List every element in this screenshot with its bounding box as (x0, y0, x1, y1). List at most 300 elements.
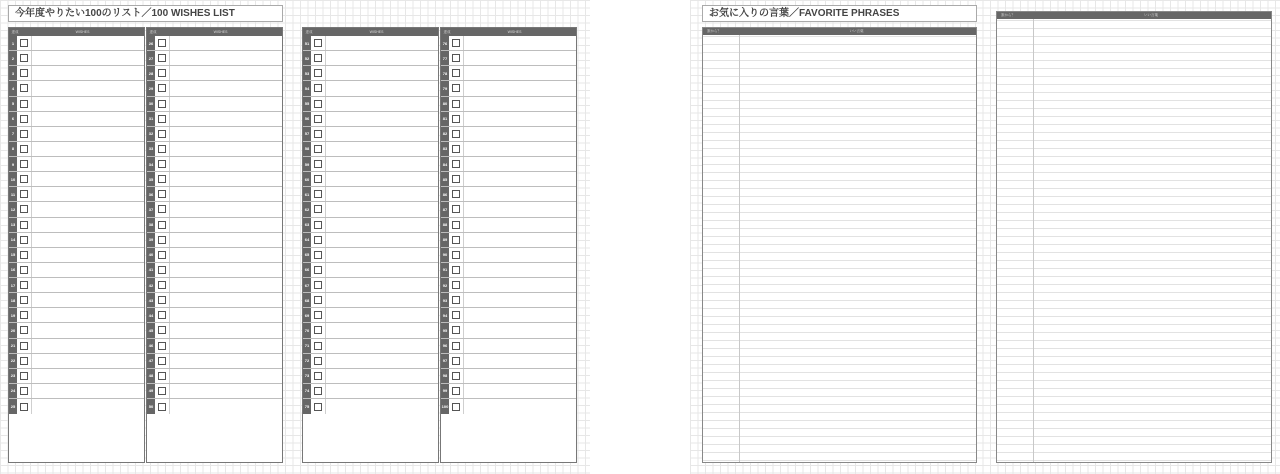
wish-checkbox[interactable] (314, 281, 322, 289)
wish-entry-field[interactable] (169, 142, 282, 156)
wish-checkbox[interactable] (314, 84, 322, 92)
wish-checkbox[interactable] (158, 84, 166, 92)
wish-checkbox[interactable] (20, 39, 28, 47)
wish-checkbox[interactable] (452, 266, 460, 274)
wish-number: 84 (441, 157, 449, 171)
wish-checkbox[interactable] (20, 326, 28, 334)
wish-number: 67 (303, 278, 311, 292)
wish-checkbox[interactable] (158, 403, 166, 411)
wish-entry-field[interactable] (463, 323, 576, 337)
wish-number: 62 (303, 202, 311, 216)
wish-checkbox[interactable] (452, 69, 460, 77)
from-header: 誰から？ (1001, 13, 1015, 17)
check-cell (155, 384, 169, 398)
wish-entry-field[interactable] (169, 202, 282, 216)
wish-row (441, 278, 576, 293)
wish-entry-field[interactable] (169, 81, 282, 95)
wish-checkbox[interactable] (314, 251, 322, 259)
wish-checkbox[interactable] (20, 100, 28, 108)
wish-row (147, 97, 282, 112)
wish-entry-field[interactable] (325, 66, 438, 80)
wish-entry-field[interactable] (325, 278, 438, 292)
wish-number: 43 (147, 293, 155, 307)
wish-entry-field[interactable] (31, 51, 144, 65)
wish-checkbox[interactable] (158, 342, 166, 350)
wish-checkbox[interactable] (20, 342, 28, 350)
check-cell (155, 308, 169, 322)
wish-entry-field[interactable] (31, 112, 144, 126)
wish-checkbox[interactable] (20, 357, 28, 365)
check-cell (17, 187, 31, 201)
wish-entry-field[interactable] (31, 202, 144, 216)
wish-entry-field[interactable] (169, 97, 282, 111)
wish-checkbox[interactable] (20, 296, 28, 304)
wish-entry-field[interactable] (325, 202, 438, 216)
wish-checkbox[interactable] (452, 130, 460, 138)
wish-entry-field[interactable] (169, 384, 282, 398)
wish-checkbox[interactable] (452, 100, 460, 108)
wish-checkbox[interactable] (452, 145, 460, 153)
wish-checkbox[interactable] (20, 115, 28, 123)
wish-entry-field[interactable] (169, 36, 282, 50)
check-cell (155, 142, 169, 156)
wish-checkbox[interactable] (452, 311, 460, 319)
wish-entry-field[interactable] (463, 172, 576, 186)
wish-entry-field[interactable] (325, 384, 438, 398)
wish-number: 25 (9, 399, 17, 414)
wish-number: 39 (147, 233, 155, 247)
wish-checkbox[interactable] (314, 115, 322, 123)
wish-entry-field[interactable] (31, 308, 144, 322)
phrase-panel-right (996, 11, 1272, 463)
wish-entry-field[interactable] (169, 218, 282, 232)
wish-entry-field[interactable] (325, 323, 438, 337)
wish-entry-field[interactable] (31, 81, 144, 95)
wish-entry-field[interactable] (31, 354, 144, 368)
wish-entry-field[interactable] (463, 187, 576, 201)
wish-entry-field[interactable] (325, 354, 438, 368)
wish-checkbox[interactable] (20, 266, 28, 274)
wish-entry-field[interactable] (169, 66, 282, 80)
wish-entry-field[interactable] (31, 399, 144, 414)
wish-entry-field[interactable] (325, 142, 438, 156)
wish-entry-field[interactable] (169, 127, 282, 141)
check-cell (311, 81, 325, 95)
wish-entry-field[interactable] (325, 369, 438, 383)
wish-row (147, 248, 282, 263)
wish-row (303, 399, 438, 414)
wish-entry-field[interactable] (325, 112, 438, 126)
check-cell (449, 127, 463, 141)
wish-checkbox[interactable] (158, 221, 166, 229)
wish-row (303, 51, 438, 66)
wish-checkbox[interactable] (20, 372, 28, 380)
wish-row (9, 293, 144, 308)
wish-header: WISHES (507, 30, 522, 34)
check-cell (311, 323, 325, 337)
wish-number: 29 (147, 81, 155, 95)
wish-number: 24 (9, 384, 17, 398)
wish-number: 47 (147, 354, 155, 368)
wish-checkbox[interactable] (452, 403, 460, 411)
wish-checkbox[interactable] (158, 296, 166, 304)
wish-entry-field[interactable] (463, 142, 576, 156)
wish-entry-field[interactable] (463, 127, 576, 141)
wish-entry-field[interactable] (325, 81, 438, 95)
wish-checkbox[interactable] (158, 326, 166, 334)
wish-entry-field[interactable] (31, 369, 144, 383)
wish-entry-field[interactable] (169, 172, 282, 186)
wish-entry-field[interactable] (31, 97, 144, 111)
wish-checkbox[interactable] (314, 403, 322, 411)
wish-checkbox[interactable] (314, 311, 322, 319)
wish-header: WISHES (213, 30, 228, 34)
wish-entry-field[interactable] (169, 187, 282, 201)
wish-entry-field[interactable] (31, 323, 144, 337)
wish-row (441, 399, 576, 414)
wish-checkbox[interactable] (158, 160, 166, 168)
wish-checkbox[interactable] (158, 205, 166, 213)
wish-entry-field[interactable] (169, 248, 282, 262)
wish-checkbox[interactable] (158, 115, 166, 123)
wish-number: 14 (9, 233, 17, 247)
wish-number: 77 (441, 51, 449, 65)
wish-entry-field[interactable] (463, 233, 576, 247)
wish-row (303, 248, 438, 263)
wish-row (303, 323, 438, 338)
wish-entry-field[interactable] (169, 263, 282, 277)
check-cell (311, 354, 325, 368)
wish-checkbox[interactable] (20, 130, 28, 138)
wish-checkbox[interactable] (20, 145, 28, 153)
wish-checkbox[interactable] (158, 372, 166, 380)
wish-entry-field[interactable] (169, 112, 282, 126)
check-header: 達成 (305, 29, 313, 34)
wish-checkbox[interactable] (314, 205, 322, 213)
wish-entry-field[interactable] (325, 233, 438, 247)
wish-checkbox[interactable] (158, 357, 166, 365)
wish-row (147, 218, 282, 233)
check-cell (311, 233, 325, 247)
check-cell (311, 97, 325, 111)
wish-checkbox[interactable] (314, 160, 322, 168)
wish-checkbox[interactable] (20, 236, 28, 244)
wish-row (147, 369, 282, 384)
wish-entry-field[interactable] (169, 369, 282, 383)
wish-row (303, 233, 438, 248)
wish-checkbox[interactable] (452, 115, 460, 123)
wish-entry-field[interactable] (31, 187, 144, 201)
wish-checkbox[interactable] (20, 403, 28, 411)
wish-checkbox[interactable] (314, 342, 322, 350)
wish-checkbox[interactable] (314, 296, 322, 304)
wish-checkbox[interactable] (20, 175, 28, 183)
wish-entry-field[interactable] (463, 399, 576, 414)
wish-checkbox[interactable] (20, 54, 28, 62)
wish-entry-field[interactable] (463, 66, 576, 80)
wish-number: 15 (9, 248, 17, 262)
wish-checkbox[interactable] (158, 69, 166, 77)
wish-checkbox[interactable] (314, 39, 322, 47)
check-cell (155, 354, 169, 368)
wish-checkbox[interactable] (314, 100, 322, 108)
wish-number: 73 (303, 369, 311, 383)
wish-entry-field[interactable] (463, 248, 576, 262)
wish-checkbox[interactable] (158, 387, 166, 395)
wish-checkbox[interactable] (452, 221, 460, 229)
wish-row (303, 278, 438, 293)
wish-checkbox[interactable] (158, 251, 166, 259)
wish-entry-field[interactable] (463, 369, 576, 383)
wish-checkbox[interactable] (452, 84, 460, 92)
wish-number: 2 (9, 51, 17, 65)
check-cell (155, 399, 169, 414)
wish-entry-field[interactable] (31, 36, 144, 50)
wish-row (147, 187, 282, 202)
check-cell (17, 97, 31, 111)
wish-entry-field[interactable] (169, 339, 282, 353)
wish-number: 70 (303, 323, 311, 337)
wish-entry-field[interactable] (463, 81, 576, 95)
wish-entry-field[interactable] (31, 218, 144, 232)
wish-checkbox[interactable] (314, 69, 322, 77)
wish-number: 76 (441, 36, 449, 50)
wish-number: 81 (441, 112, 449, 126)
wish-entry-field[interactable] (325, 51, 438, 65)
wish-entry-field[interactable] (325, 172, 438, 186)
wish-checkbox[interactable] (452, 372, 460, 380)
wish-entry-field[interactable] (31, 278, 144, 292)
wish-entry-field[interactable] (463, 339, 576, 353)
check-cell (17, 248, 31, 262)
wish-entry-field[interactable] (325, 399, 438, 414)
wish-entry-field[interactable] (463, 293, 576, 307)
wish-entry-field[interactable] (463, 263, 576, 277)
wish-entry-field[interactable] (463, 157, 576, 171)
wish-checkbox[interactable] (452, 236, 460, 244)
wish-checkbox[interactable] (452, 39, 460, 47)
wish-entry-field[interactable] (325, 157, 438, 171)
wish-checkbox[interactable] (452, 251, 460, 259)
wish-number: 91 (441, 263, 449, 277)
wish-row (9, 51, 144, 66)
phrase-divider (1033, 19, 1034, 462)
wish-checkbox[interactable] (20, 311, 28, 319)
wish-entry-field[interactable] (463, 384, 576, 398)
wish-entry-field[interactable] (169, 323, 282, 337)
wish-checkbox[interactable] (314, 190, 322, 198)
wish-row (441, 308, 576, 323)
wish-checkbox[interactable] (20, 251, 28, 259)
wish-entry-field[interactable] (463, 202, 576, 216)
wish-entry-field[interactable] (325, 293, 438, 307)
wish-number: 80 (441, 97, 449, 111)
wish-checkbox[interactable] (314, 54, 322, 62)
wish-entry-field[interactable] (325, 339, 438, 353)
wish-entry-field[interactable] (31, 233, 144, 247)
wish-entry-field[interactable] (463, 218, 576, 232)
wish-number: 63 (303, 218, 311, 232)
wish-column-3 (302, 27, 439, 463)
wish-checkbox[interactable] (20, 84, 28, 92)
wish-checkbox[interactable] (158, 266, 166, 274)
wish-checkbox[interactable] (452, 175, 460, 183)
check-cell (311, 384, 325, 398)
wish-entry-field[interactable] (169, 233, 282, 247)
check-cell (17, 66, 31, 80)
wish-entry-field[interactable] (325, 248, 438, 262)
wish-entry-field[interactable] (31, 66, 144, 80)
wish-row (303, 339, 438, 354)
wish-row (441, 263, 576, 278)
wish-entry-field[interactable] (169, 278, 282, 292)
wish-entry-field[interactable] (31, 293, 144, 307)
wish-checkbox[interactable] (20, 69, 28, 77)
wish-number: 71 (303, 339, 311, 353)
wish-number: 78 (441, 66, 449, 80)
wish-row (147, 339, 282, 354)
wish-checkbox[interactable] (20, 190, 28, 198)
wish-number: 44 (147, 308, 155, 322)
wish-entry-field[interactable] (325, 218, 438, 232)
wish-row (147, 81, 282, 96)
wish-row (9, 308, 144, 323)
wish-checkbox[interactable] (314, 221, 322, 229)
wish-number: 38 (147, 218, 155, 232)
check-cell (155, 278, 169, 292)
wish-row (9, 339, 144, 354)
wish-row (9, 66, 144, 81)
wish-entry-field[interactable] (169, 157, 282, 171)
wish-checkbox[interactable] (314, 357, 322, 365)
wish-checkbox[interactable] (158, 175, 166, 183)
wish-entry-field[interactable] (463, 354, 576, 368)
wish-checkbox[interactable] (452, 342, 460, 350)
wish-entry-field[interactable] (325, 97, 438, 111)
wish-entry-field[interactable] (463, 112, 576, 126)
wish-row (9, 202, 144, 217)
wish-checkbox[interactable] (314, 266, 322, 274)
check-cell (17, 384, 31, 398)
check-cell (155, 36, 169, 50)
wish-entry-field[interactable] (31, 384, 144, 398)
wish-number: 95 (441, 323, 449, 337)
wish-row (441, 51, 576, 66)
wish-row (441, 187, 576, 202)
wish-entry-field[interactable] (31, 127, 144, 141)
wish-checkbox[interactable] (20, 160, 28, 168)
check-cell (17, 127, 31, 141)
wish-checkbox[interactable] (20, 387, 28, 395)
wish-entry-field[interactable] (169, 354, 282, 368)
wish-entry-field[interactable] (31, 157, 144, 171)
wish-entry-field[interactable] (325, 187, 438, 201)
wish-checkbox[interactable] (20, 221, 28, 229)
wish-number: 32 (147, 127, 155, 141)
wish-checkbox[interactable] (452, 387, 460, 395)
wish-checkbox[interactable] (158, 311, 166, 319)
wish-checkbox[interactable] (158, 281, 166, 289)
wish-row (441, 172, 576, 187)
wish-checkbox[interactable] (452, 296, 460, 304)
wish-checkbox[interactable] (314, 372, 322, 380)
wish-entry-field[interactable] (169, 308, 282, 322)
wish-checkbox[interactable] (452, 160, 460, 168)
wish-number: 88 (441, 218, 449, 232)
wish-entry-field[interactable] (463, 308, 576, 322)
wish-checkbox[interactable] (158, 54, 166, 62)
check-cell (17, 218, 31, 232)
wish-entry-field[interactable] (31, 142, 144, 156)
wish-entry-field[interactable] (463, 278, 576, 292)
check-cell (449, 233, 463, 247)
wish-checkbox[interactable] (314, 326, 322, 334)
wish-header: WISHES (75, 30, 90, 34)
wish-number: 45 (147, 323, 155, 337)
wish-number: 17 (9, 278, 17, 292)
wish-entry-field[interactable] (169, 399, 282, 414)
wish-column-header (147, 28, 282, 36)
check-cell (311, 369, 325, 383)
wish-entry-field[interactable] (325, 263, 438, 277)
wish-entry-field[interactable] (463, 36, 576, 50)
wish-checkbox[interactable] (20, 205, 28, 213)
wish-number: 1 (9, 36, 17, 50)
wish-checkbox[interactable] (158, 236, 166, 244)
wish-row (441, 248, 576, 263)
wish-checkbox[interactable] (158, 190, 166, 198)
wish-checkbox[interactable] (314, 236, 322, 244)
wish-column-4 (440, 27, 577, 463)
check-cell (311, 202, 325, 216)
check-header: 達成 (11, 29, 19, 34)
wish-checkbox[interactable] (314, 175, 322, 183)
wish-entry-field[interactable] (31, 172, 144, 186)
wish-checkbox[interactable] (452, 190, 460, 198)
wish-checkbox[interactable] (452, 54, 460, 62)
wish-entry-field[interactable] (463, 97, 576, 111)
wish-entry-field[interactable] (31, 339, 144, 353)
wish-number: 79 (441, 81, 449, 95)
wish-checkbox[interactable] (452, 205, 460, 213)
wish-checkbox[interactable] (158, 130, 166, 138)
wish-checkbox[interactable] (314, 145, 322, 153)
wish-checkbox[interactable] (452, 326, 460, 334)
wish-entry-field[interactable] (463, 51, 576, 65)
wish-number: 30 (147, 97, 155, 111)
wish-checkbox[interactable] (158, 145, 166, 153)
wish-entry-field[interactable] (325, 308, 438, 322)
wish-entry-field[interactable] (169, 51, 282, 65)
wish-row (9, 323, 144, 338)
wish-checkbox[interactable] (158, 39, 166, 47)
wish-checkbox[interactable] (158, 100, 166, 108)
wish-row (147, 51, 282, 66)
wish-checkbox[interactable] (452, 357, 460, 365)
wish-checkbox[interactable] (314, 130, 322, 138)
wish-checkbox[interactable] (314, 387, 322, 395)
wish-checkbox[interactable] (20, 281, 28, 289)
wish-number: 61 (303, 187, 311, 201)
wish-checkbox[interactable] (452, 281, 460, 289)
wish-entry-field[interactable] (31, 263, 144, 277)
wish-entry-field[interactable] (325, 127, 438, 141)
wish-header: WISHES (369, 30, 384, 34)
wish-entry-field[interactable] (169, 293, 282, 307)
wish-entry-field[interactable] (31, 248, 144, 262)
wish-number: 57 (303, 127, 311, 141)
wish-entry-field[interactable] (325, 36, 438, 50)
